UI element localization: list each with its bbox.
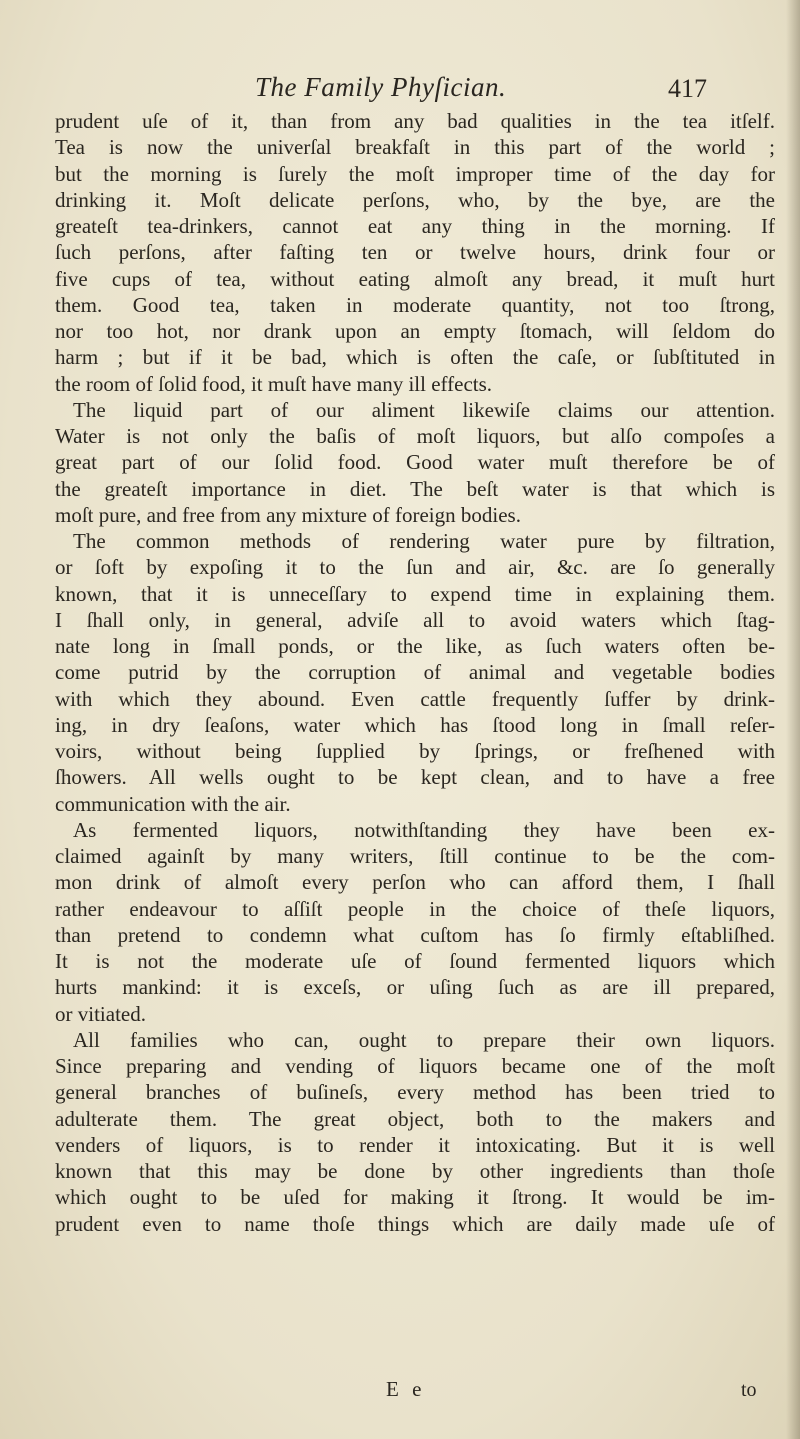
text-line: mon drink of almoſt every perſon who can afford them, I ſhall xyxy=(55,870,775,895)
text-line: great part of our ſolid food. Good water muſt therefore be of xyxy=(55,450,775,475)
text-line: or ſoft by expoſing it to the ſun and air, &c. are ſo generally xyxy=(55,555,775,580)
page-footer xyxy=(0,1377,800,1407)
text-line: moſt pure, and free from any mixture of foreign bodies. xyxy=(55,502,521,527)
text-line: ſuch perſons, after faſting ten or twelve hours, drink four or xyxy=(55,240,775,265)
text-line: come putrid by the corruption of animal and vegetable bodies xyxy=(55,660,775,685)
text-line: drinking it. Moſt delicate perſons, who, by the bye, are the xyxy=(55,187,775,212)
text-line: prudent uſe of it, than from any bad qualities in the tea itſelf. xyxy=(55,109,775,133)
text-line: with which they abound. Even cattle frequently ſuffer by drink- xyxy=(55,686,775,711)
text-line: Tea is now the univerſal breakfaſt in this part of the world ; xyxy=(55,135,775,160)
body-text xyxy=(55,108,775,1237)
text-line: prudent even to name thoſe things which are daily made uſe of xyxy=(55,1211,775,1236)
text-line: known, that it is unneceſſary to expend time in explaining them. xyxy=(55,581,775,606)
text-line: adulterate them. The great object, both to the makers and xyxy=(55,1106,775,1131)
text-line: ing, in dry ſeaſons, water which has ſtood long in ſmall reſer- xyxy=(55,712,775,737)
text-line: harm ; but if it be bad, which is often the caſe, or ſubſtituted in xyxy=(55,345,775,370)
text-line: voirs, without being ſupplied by ſprings, or freſhened with xyxy=(55,739,775,763)
text-line: nate long in ſmall ponds, or the like, as ſuch waters often be- xyxy=(55,634,775,658)
text-line: but the morning is ſurely the moſt improper time of the day for xyxy=(55,161,775,186)
text-line: rather endeavour to aſſiſt people in the choice of theſe liquors, xyxy=(55,896,775,921)
page-edge-shadow xyxy=(786,0,800,1439)
page-header xyxy=(0,72,800,112)
text-line: All families who can, ought to prepare their own liquors. xyxy=(73,1027,775,1052)
text-line: five cups of tea, without eating almoſt any bread, it muſt hurt xyxy=(55,266,775,291)
text-line: than pretend to condemn what cuſtom has ſo firmly eſtabliſhed. xyxy=(55,922,775,947)
catchword: to xyxy=(741,1379,757,1401)
text-line: the room of ſolid food, it muſt have many ill effects. xyxy=(55,371,493,396)
page-number: 417 xyxy=(668,74,707,103)
text-line: It is not the moderate uſe of ſound fermented liquors which xyxy=(55,949,775,973)
text-line: nor too hot, nor drank upon an empty ſtomach, will ſeldom do xyxy=(55,319,775,343)
text-line: venders of liquors, is to render it intoxicating. But it is well xyxy=(55,1132,775,1157)
text-line: hurts mankind: it is exceſs, or uſing ſuch as are ill prepared, xyxy=(55,975,775,1000)
text-line: greateſt tea-drinkers, cannot eat any thing in the morning. If xyxy=(55,214,775,238)
text-line: which ought to be uſed for making it ſtrong. It would be im- xyxy=(55,1185,775,1210)
running-title: The Family Phyſician. xyxy=(255,72,507,102)
text-line: the greateſt importance in diet. The beſt water is that which is xyxy=(55,476,775,501)
text-line: communication with the air. xyxy=(55,791,291,816)
text-line: The liquid part of our aliment likewiſe claims our attention. xyxy=(73,397,775,422)
text-line: I ſhall only, in general, adviſe all to avoid waters which ſtag- xyxy=(55,607,775,632)
text-line: claimed againſt by many writers, ſtill continue to be the com- xyxy=(55,844,775,868)
text-line: them. Good tea, taken in moderate quantity, not too ſtrong, xyxy=(55,292,775,317)
text-line: The common methods of rendering water pure by filtration, xyxy=(73,529,775,553)
text-line: As fermented liquors, notwithſtanding they have been ex- xyxy=(73,817,775,842)
text-line: Water is not only the baſis of moſt liquors, but alſo compoſes a xyxy=(55,424,775,448)
text-line: general branches of buſineſs, every method has been tried to xyxy=(55,1080,775,1105)
text-line: Since preparing and vending of liquors became one of the moſt xyxy=(55,1054,775,1078)
signature-mark: E e xyxy=(386,1377,426,1401)
text-line: ſhowers. All wells ought to be kept clean, and to have a free xyxy=(55,765,775,790)
text-line: known that this may be done by other ingredients than thoſe xyxy=(55,1159,775,1183)
text-line: or vitiated. xyxy=(55,1001,146,1026)
